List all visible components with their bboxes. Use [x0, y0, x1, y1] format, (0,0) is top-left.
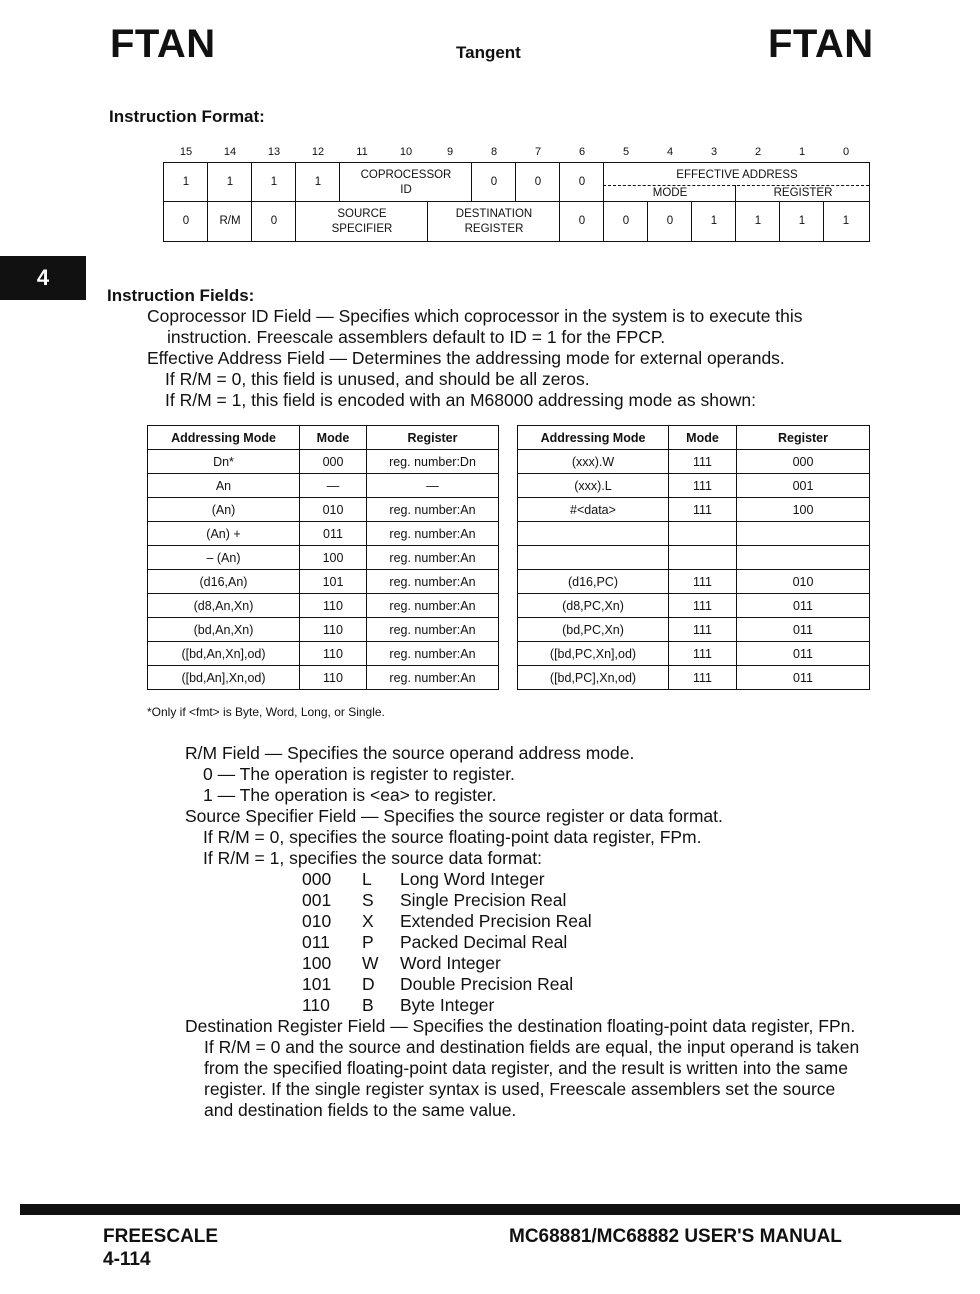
mode-cell: 111	[669, 570, 737, 594]
dest-label-line1: DESTINATION	[455, 208, 533, 220]
register-cell: reg. number:An	[367, 498, 499, 522]
bit-number: 10	[399, 146, 413, 158]
col-header-register: Register	[367, 426, 499, 450]
register-cell: 011	[737, 594, 870, 618]
bit-number: 15	[179, 146, 193, 158]
format-letter: D	[362, 974, 375, 994]
mode-cell: 110	[300, 642, 367, 666]
register-cell: 011	[737, 642, 870, 666]
addressing-mode-cell: (An)	[148, 498, 300, 522]
addressing-mode-cell: (xxx).W	[518, 450, 669, 474]
register-cell: reg. number:Dn	[367, 450, 499, 474]
table-row	[518, 570, 870, 594]
table-row	[148, 618, 499, 642]
header-left-title: FTAN	[110, 22, 216, 66]
effective-address-text-3: If R/M = 1, this field is encoded with an M68000 addressing mode as shown:	[165, 390, 756, 410]
register-cell: reg. number:An	[367, 594, 499, 618]
table-row	[148, 474, 499, 498]
row2-bit5-cell: 0	[622, 214, 630, 227]
bit8-cell: 0	[490, 175, 498, 188]
row2-bit2-cell: 1	[754, 214, 762, 227]
format-name: Packed Decimal Real	[400, 932, 568, 952]
source-specifier-text-1: Source Specifier Field — Specifies the source register or data format.	[185, 806, 723, 826]
addressing-mode-cell: (d16,An)	[148, 570, 300, 594]
bit15-cell: 1	[182, 175, 190, 188]
addressing-mode-cell	[518, 546, 669, 570]
format-code: 011	[302, 932, 330, 952]
format-row	[302, 890, 702, 911]
addressing-mode-table-right	[517, 425, 870, 690]
format-code: 110	[302, 995, 330, 1015]
table-row	[148, 546, 499, 570]
table-row	[148, 450, 499, 474]
mode-cell: 101	[300, 570, 367, 594]
row2-bit3-cell: 1	[710, 214, 718, 227]
addressing-mode-cell: ([bd,An],Xn,od)	[148, 666, 300, 690]
coprocessor-id-text-1: Coprocessor ID Field — Specifies which coprocessor in the system is to execute this	[147, 306, 803, 326]
format-code: 001	[302, 890, 332, 910]
table-row	[148, 570, 499, 594]
bit-number: 3	[710, 146, 718, 158]
mode-cell: 100	[300, 546, 367, 570]
mode-cell: 000	[300, 450, 367, 474]
bit-number: 4	[666, 146, 674, 158]
format-row	[302, 911, 702, 932]
addressing-mode-cell: (An) +	[148, 522, 300, 546]
effective-address-text-1: Effective Address Field — Determines the addressing mode for external operands.	[147, 348, 785, 368]
register-cell: —	[367, 474, 499, 498]
format-row	[302, 953, 702, 974]
table-row	[518, 666, 870, 690]
mode-cell: 111	[669, 666, 737, 690]
destination-register-text-5: and destination fields to the same value.	[204, 1100, 517, 1120]
table-row	[518, 594, 870, 618]
format-code: 000	[302, 869, 332, 889]
addressing-mode-cell: (xxx).L	[518, 474, 669, 498]
register-cell: reg. number:An	[367, 546, 499, 570]
addressing-mode-cell: ([bd,PC,Xn],od)	[518, 642, 669, 666]
header-center-title: Tangent	[456, 43, 521, 62]
register-cell: reg. number:An	[367, 642, 499, 666]
mode-cell: 010	[300, 498, 367, 522]
format-name: Extended Precision Real	[400, 911, 592, 931]
destination-register-field	[428, 203, 560, 241]
bit-number: 8	[490, 146, 498, 158]
table-footnote: *Only if <fmt> is Byte, Word, Long, or Single.	[147, 705, 385, 719]
row2-bit13-cell: 0	[270, 214, 278, 227]
source-specifier-text-3: If R/M = 1, specifies the source data format:	[203, 848, 542, 868]
format-name: Long Word Integer	[400, 869, 545, 889]
bit12-cell: 1	[314, 175, 322, 188]
table-row	[148, 666, 499, 690]
mode-cell: 110	[300, 666, 367, 690]
table-row	[148, 522, 499, 546]
ea-mode-label: MODE	[652, 186, 688, 199]
bit-number: 13	[267, 146, 281, 158]
register-cell: 000	[737, 450, 870, 474]
bit-number: 2	[754, 146, 762, 158]
bit-number-row	[164, 146, 870, 160]
mode-cell: 011	[300, 522, 367, 546]
format-code: 101	[302, 974, 332, 994]
mode-cell: 111	[669, 594, 737, 618]
footer-manual-title: MC68881/MC68882 USER'S MANUAL	[509, 1226, 842, 1247]
format-letter: S	[362, 890, 374, 910]
register-cell: 010	[737, 570, 870, 594]
addressing-mode-cell: (d8,An,Xn)	[148, 594, 300, 618]
bit-number: 11	[356, 146, 368, 158]
footer-rule	[20, 1204, 960, 1215]
row2-bit15-cell: 0	[182, 214, 190, 227]
effective-address-text-2: If R/M = 0, this field is unused, and should be all zeros.	[165, 369, 590, 389]
bit6-cell: 0	[578, 175, 586, 188]
table-row	[518, 498, 870, 522]
instruction-fields-heading: Instruction Fields:	[107, 286, 255, 305]
destination-register-text-2: If R/M = 0 and the source and destination fields are equal, the input operand is taken	[204, 1037, 860, 1057]
addressing-mode-cell: (d16,PC)	[518, 570, 669, 594]
table-row	[148, 498, 499, 522]
mode-cell: 111	[669, 450, 737, 474]
destination-register-text-3: from the specified floating-point data register, and the result is written into the same	[204, 1058, 848, 1078]
addressing-mode-cell: Dn*	[148, 450, 300, 474]
rm-bit-cell: R/M	[219, 214, 241, 227]
format-code: 010	[302, 911, 332, 931]
table-row	[518, 642, 870, 666]
mode-cell: 111	[669, 642, 737, 666]
ea-register-label: REGISTER	[773, 186, 833, 199]
format-letter: P	[362, 932, 374, 952]
bit-number: 9	[446, 146, 454, 158]
register-cell: reg. number:An	[367, 570, 499, 594]
mode-cell: 111	[669, 474, 737, 498]
addressing-mode-cell: An	[148, 474, 300, 498]
destination-register-text-4: register. If the single register syntax is used, Freescale assemblers set the source	[204, 1079, 836, 1099]
footer-page-number: 4-114	[103, 1249, 151, 1270]
chapter-tab: 4	[0, 256, 86, 300]
table-row	[148, 642, 499, 666]
format-name: Double Precision Real	[400, 974, 574, 994]
mode-cell: 111	[669, 498, 737, 522]
addressing-mode-cell: #<data>	[518, 498, 669, 522]
addressing-mode-cell: ([bd,PC],Xn,od)	[518, 666, 669, 690]
register-cell: 001	[737, 474, 870, 498]
mode-cell: —	[300, 474, 367, 498]
register-cell: reg. number:An	[367, 522, 499, 546]
row2-bit6-cell: 0	[578, 214, 586, 227]
format-name: Word Integer	[400, 953, 501, 973]
col-header-register: Register	[737, 426, 870, 450]
row2-bit1-cell: 1	[798, 214, 806, 227]
mode-cell	[669, 546, 737, 570]
row2-bit0-cell: 1	[842, 214, 850, 227]
bit-number: 14	[223, 146, 237, 158]
table-row	[518, 450, 870, 474]
data-format-list	[302, 869, 702, 1019]
mode-cell	[669, 522, 737, 546]
bit-number: 12	[311, 146, 325, 158]
register-cell	[737, 522, 870, 546]
destination-register-text-1: Destination Register Field — Specifies the destination floating-point data register, FPn.	[185, 1016, 856, 1036]
bit-number: 6	[578, 146, 586, 158]
col-header-addressing-mode: Addressing Mode	[148, 426, 300, 450]
register-cell: 011	[737, 618, 870, 642]
addressing-mode-cell: (bd,An,Xn)	[148, 618, 300, 642]
bit-number: 1	[798, 146, 806, 158]
instruction-format-heading: Instruction Format:	[109, 107, 265, 126]
format-row	[302, 869, 702, 890]
source-label-line2: SPECIFIER	[331, 223, 393, 235]
register-cell	[737, 546, 870, 570]
bit-number: 7	[534, 146, 542, 158]
rm-field-text-3: 1 — The operation is <ea> to register.	[203, 785, 497, 805]
format-name: Single Precision Real	[400, 890, 567, 910]
format-row	[302, 932, 702, 953]
bit13-cell: 1	[270, 175, 278, 188]
source-specifier-text-2: If R/M = 0, specifies the source floating-point data register, FPm.	[203, 827, 702, 847]
rm-field-text-2: 0 — The operation is register to register.	[203, 764, 515, 784]
table-row	[518, 618, 870, 642]
bit-number: 0	[842, 146, 850, 158]
addressing-mode-cell: – (An)	[148, 546, 300, 570]
register-cell: reg. number:An	[367, 618, 499, 642]
format-row	[302, 974, 702, 995]
mode-cell: 111	[669, 618, 737, 642]
instruction-format-box	[163, 162, 870, 242]
coprocessor-id-text-2: instruction. Freescale assemblers default to ID = 1 for the FPCP.	[167, 327, 666, 347]
addressing-mode-cell: (d8,PC,Xn)	[518, 594, 669, 618]
bit14-cell: 1	[226, 175, 234, 188]
bit7-cell: 0	[534, 175, 542, 188]
register-cell: reg. number:An	[367, 666, 499, 690]
addressing-mode-cell: ([bd,An,Xn],od)	[148, 642, 300, 666]
addressing-mode-table-left	[147, 425, 499, 690]
register-cell: 011	[737, 666, 870, 690]
addressing-mode-cell: (bd,PC,Xn)	[518, 618, 669, 642]
effective-address-title: EFFECTIVE ADDRESS	[676, 168, 798, 181]
row2-bit4-cell: 0	[666, 214, 674, 227]
addressing-mode-cell	[518, 522, 669, 546]
format-letter: X	[362, 911, 374, 931]
format-row	[302, 995, 702, 1016]
format-name: Byte Integer	[400, 995, 495, 1015]
col-header-mode: Mode	[300, 426, 367, 450]
rm-field-text-1: R/M Field — Specifies the source operand address mode.	[185, 743, 635, 763]
header-right-title: FTAN	[768, 22, 874, 66]
table-row	[148, 594, 499, 618]
source-label-line1: SOURCE	[337, 208, 387, 220]
dest-label-line2: REGISTER	[464, 223, 524, 235]
bit-number: 5	[622, 146, 630, 158]
format-code: 100	[302, 953, 332, 973]
mode-cell: 110	[300, 618, 367, 642]
source-specifier-field	[296, 203, 428, 241]
footer-brand: FREESCALE	[103, 1226, 219, 1247]
coprocessor-label-line1: COPROCESSOR	[360, 169, 452, 181]
mode-cell: 110	[300, 594, 367, 618]
table-row	[518, 546, 870, 570]
register-cell: 100	[737, 498, 870, 522]
format-letter: B	[362, 995, 374, 1015]
coprocessor-label-line2: ID	[400, 184, 412, 196]
col-header-addressing-mode: Addressing Mode	[518, 426, 669, 450]
col-header-mode: Mode	[669, 426, 737, 450]
format-letter: W	[362, 953, 379, 973]
table-row	[518, 522, 870, 546]
coprocessor-id-field	[340, 165, 472, 201]
format-letter: L	[362, 869, 372, 889]
table-row	[518, 474, 870, 498]
